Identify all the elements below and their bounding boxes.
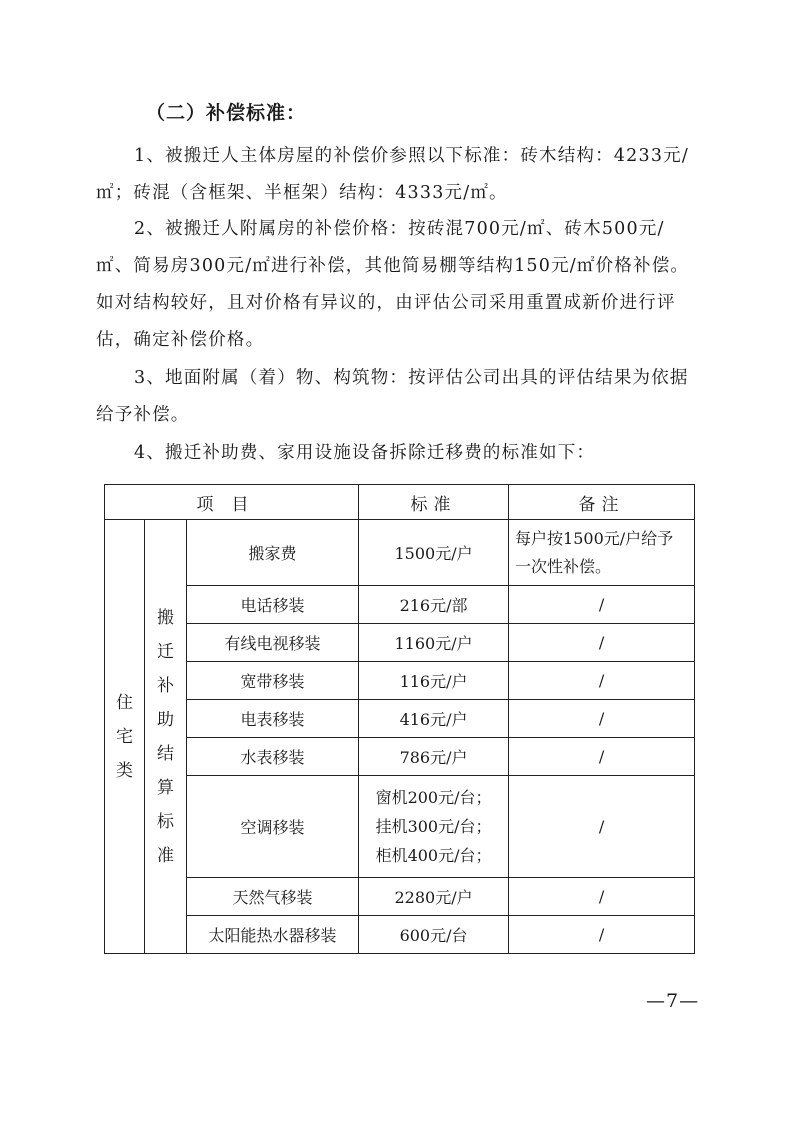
note-cell: /: [509, 662, 695, 700]
item-cell: 有线电视移装: [187, 624, 359, 662]
note-cell: 每户按1500元/户给予一次性补偿。: [509, 520, 695, 586]
header-note: 备注: [509, 485, 695, 520]
item-cell: 空调移装: [187, 776, 359, 878]
item-cell: 电表移装: [187, 700, 359, 738]
standard-cell: 416元/户: [359, 700, 509, 738]
table-row: [105, 662, 695, 700]
item-cell: 电话移装: [187, 586, 359, 624]
page-number: —7—: [646, 990, 700, 1012]
standard-cell: 116元/户: [359, 662, 509, 700]
paragraph-3: 3、地面附属（着）物、构筑物：按评估公司出具的评估结果为依据给予补偿。: [96, 368, 689, 425]
standard-line: 柜机400元/台；: [375, 846, 492, 865]
header-item: 项目: [105, 485, 359, 520]
standard-line: 窗机200元/台；: [375, 788, 492, 807]
standard-cell: [359, 776, 509, 878]
item-cell: 太阳能热水器移装: [187, 916, 359, 954]
table-row: [105, 916, 695, 954]
table-row: [105, 738, 695, 776]
category-cell: 住 宅 类: [105, 520, 145, 954]
table-header-row: [105, 485, 695, 520]
header-standard: 标准: [359, 485, 509, 520]
paragraph-1: 1、被搬迁人主体房屋的补偿价参照以下标准：砖木结构：4233元/㎡；砖混（含框架、半框架）结构：4333元/㎡。: [96, 146, 689, 203]
standard-cell: 786元/户: [359, 738, 509, 776]
subcategory-cell: 搬 迁 补 助 结 算 标 准: [145, 520, 187, 954]
note-cell: /: [509, 586, 695, 624]
table-row: [105, 776, 695, 878]
note-cell: /: [509, 624, 695, 662]
standard-cell: 2280元/户: [359, 878, 509, 916]
note-cell: /: [509, 776, 695, 878]
standard-cell: 1500元/户: [359, 520, 509, 586]
paragraph-4: 4、搬迁补助费、家用设施设备拆除迁移费的标准如下：: [134, 443, 596, 463]
standard-line: 挂机300元/台；: [375, 817, 492, 836]
table-row: [105, 624, 695, 662]
note-cell: /: [509, 916, 695, 954]
standard-cell: 216元/部: [359, 586, 509, 624]
note-cell: /: [509, 738, 695, 776]
compensation-table: [104, 484, 695, 954]
standard-cell: 1160元/户: [359, 624, 509, 662]
note-cell: /: [509, 878, 695, 916]
table-row: [105, 700, 695, 738]
item-cell: 天然气移装: [187, 878, 359, 916]
standard-cell: 600元/台: [359, 916, 509, 954]
table-row: [105, 520, 695, 586]
paragraph-2: 2、被搬迁人附属房的补偿价格：按砖混700元/㎡、砖木500元/㎡、简易房300元/㎡进行补偿，其他简易棚等结构150元/㎡价格补偿。如对结构较好，且对价格有异议的，由评估公司采用重置成新价进行评估，确定补偿价格。: [96, 219, 690, 350]
note-cell: /: [509, 700, 695, 738]
table-row: [105, 878, 695, 916]
item-cell: 宽带移装: [187, 662, 359, 700]
item-cell: 搬家费: [187, 520, 359, 586]
section-heading: （二）补偿标准：: [146, 102, 307, 124]
item-cell: 水表移装: [187, 738, 359, 776]
table-row: [105, 586, 695, 624]
